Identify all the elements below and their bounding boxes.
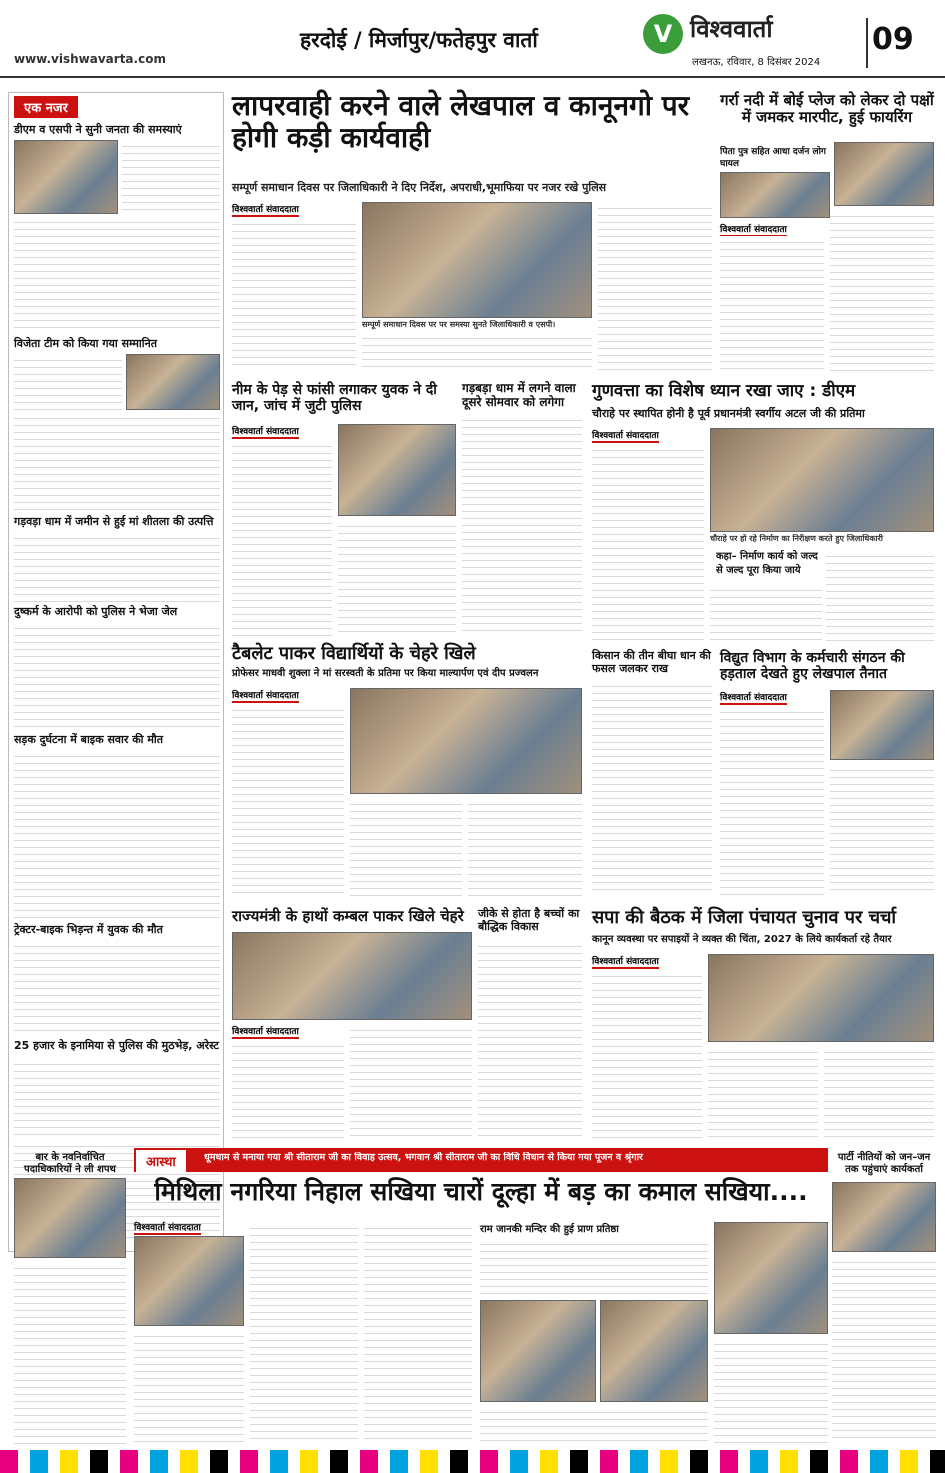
byline: विश्ववार्ता संवाददाता bbox=[592, 954, 659, 969]
story-text bbox=[350, 1024, 472, 1138]
story-text bbox=[14, 750, 220, 920]
story-text bbox=[14, 354, 122, 410]
story-text bbox=[830, 210, 934, 374]
story-text bbox=[14, 622, 220, 730]
story-text bbox=[14, 1058, 220, 1138]
story-text bbox=[250, 1222, 358, 1444]
photo-caption: सम्पूर्ण समाधान दिवस पर पर समस्या सुनते जिलाधिकारी व एसपी। bbox=[362, 320, 556, 329]
story-photo bbox=[834, 142, 934, 206]
story-subhead: प्रोफेसर माधवी शुक्ला ने मां सरस्वती के प्रतिमा पर किया माल्यार्पण एवं दीप प्रज्वलन bbox=[232, 668, 539, 679]
byline: विश्ववार्ता संवाददाता bbox=[232, 202, 299, 217]
story-subhead: चौराहे पर स्थापित होनी है पूर्व प्रधानमंत्री स्वर्गीय अटल जी की प्रतिमा bbox=[592, 407, 865, 420]
story-headline: राज्यमंत्री के हाथों कम्बल पाकर खिले चेहरे bbox=[232, 907, 464, 925]
story-text bbox=[830, 764, 934, 896]
story-headline: डीएम व एसपी ने सुनी जनता की समस्याएं bbox=[14, 123, 182, 136]
story-text bbox=[592, 444, 704, 644]
story-text bbox=[708, 1046, 818, 1138]
story-text bbox=[362, 332, 592, 370]
big-headline: मिथिला नगरिया निहाल सखिया चारों दूल्हा में बड़ का कमाल सखिया.... bbox=[154, 1177, 808, 1206]
divider bbox=[866, 18, 868, 68]
story-headline: गड़बड़ा धाम में लगने वाला दूसरे सोमवार को लगेगा bbox=[462, 381, 576, 409]
story-headline: ट्रेक्टर-बाइक भिड़न्त में युवक की मौत bbox=[14, 923, 163, 936]
brand-logo-icon: V bbox=[643, 14, 683, 54]
story-text bbox=[14, 412, 220, 512]
story-photo bbox=[714, 1222, 828, 1334]
masthead bbox=[0, 0, 945, 78]
aastha-tag: आस्था bbox=[136, 1150, 186, 1172]
story-subhead: कानून व्यवस्था पर सपाइयों ने व्यक्त की चिंता, 2027 के लिये कार्यकर्ता रहे तैयार bbox=[592, 934, 892, 945]
website-url[interactable]: www.vishwavarta.com bbox=[14, 52, 166, 66]
strip-text: धूमधाम से मनाया गया श्री सीताराम जी का विवाह उत्सव, भगवान श्री सीताराम जी का विधि विधान से किया गया पूजन व श्रृंगार bbox=[204, 1152, 643, 1163]
story-photo bbox=[832, 1182, 936, 1252]
story-headline: सपा की बैठक में जिला पंचायत चुनाव पर चर्चा bbox=[592, 907, 897, 928]
section-title: हरदोई / मिर्जापुर/फतेहपुर वार्ता bbox=[300, 28, 538, 52]
story-text bbox=[592, 970, 702, 1138]
story-text bbox=[364, 1222, 472, 1444]
byline: विश्ववार्ता संवाददाता bbox=[720, 222, 787, 237]
story-headline: गड़वड़ा धाम में जमीन से हुई मां शीतला की उत्पत्ति bbox=[14, 515, 214, 528]
pull-quote: कहा– निर्माण कार्य को जल्द से जल्द पूरा किया जाये bbox=[716, 551, 818, 576]
story-headline: विजेता टीम को किया गया सम्मानित bbox=[14, 337, 157, 350]
byline: विश्ववार्ता संवाददाता bbox=[232, 424, 299, 439]
story-text bbox=[232, 218, 356, 370]
story-text bbox=[480, 1238, 708, 1296]
story-photo bbox=[134, 1236, 244, 1326]
story-text bbox=[14, 1262, 126, 1444]
byline: विश्ववार्ता संवाददाता bbox=[232, 688, 299, 703]
story-text bbox=[480, 1406, 708, 1444]
story-text bbox=[134, 1330, 244, 1444]
story-photo bbox=[126, 354, 220, 410]
story-text bbox=[462, 414, 582, 636]
story-headline: किसान की तीन बीघा धान की फसल जलकर राख bbox=[592, 649, 711, 675]
story-headline: गुणवत्ता का विशेष ध्यान रखा जाए : डीएम bbox=[592, 381, 856, 401]
story-text bbox=[710, 584, 822, 644]
page-number: 09 bbox=[872, 22, 914, 57]
story-headline: राम जानकी मन्दिर की हुई प्राण प्रतिष्ठा bbox=[480, 1224, 619, 1235]
story-photo bbox=[708, 954, 934, 1042]
main-subhead: सम्पूर्ण समाधान दिवस पर जिलाधिकारी ने दिए निर्देश, अपराधी,भूमाफिया पर नजर रखे पुलिस bbox=[232, 181, 607, 194]
story-headline: सड़क दुर्घटना में बाइक सवार की मौत bbox=[14, 733, 164, 746]
story-headline: टैबलेट पाकर विद्यार्थियों के चेहरे खिले bbox=[232, 643, 476, 664]
dateline: लखनऊ, रविवार, 8 दिसंबर 2024 bbox=[692, 57, 821, 68]
story-text bbox=[832, 1256, 936, 1444]
story-headline: गर्रा नदी में बोई प्लेज को लेकर दो पक्षों में जमकर मारपीट, हुई फायरिंग bbox=[720, 91, 934, 127]
story-photo bbox=[232, 932, 472, 1020]
byline: विश्ववार्ता संवाददाता bbox=[592, 428, 659, 443]
story-headline: जीके से होता है बच्चों का बौद्धिक विकास bbox=[478, 907, 580, 933]
story-headline: नीम के पेड़ से फांसी लगाकर युवक ने दी जान, जांच में जुटी पुलिस bbox=[232, 382, 437, 415]
main-photo bbox=[362, 202, 592, 318]
story-text bbox=[232, 1040, 344, 1138]
story-headline: पार्टी नीतियों को जन–जन तक पहुंचाएं कार्यकर्ता bbox=[837, 1152, 931, 1175]
story-photo bbox=[480, 1300, 596, 1402]
byline: विश्ववार्ता संवाददाता bbox=[232, 1024, 299, 1039]
brand-name: विश्ववार्ता bbox=[690, 15, 773, 43]
story-headline: दुष्कर्म के आरोपी को पुलिस ने भेजा जेल bbox=[14, 605, 178, 618]
story-text bbox=[14, 532, 220, 602]
story-photo bbox=[710, 428, 934, 532]
story-text bbox=[720, 236, 824, 374]
story-text bbox=[598, 202, 712, 370]
story-headline: 25 हजार के इनामिया से पुलिस की मुठभेड़, अरेस्ट bbox=[14, 1039, 219, 1052]
story-text bbox=[350, 798, 462, 896]
story-text bbox=[592, 680, 712, 896]
story-text bbox=[478, 940, 582, 1138]
story-headline: बार के नवनिर्वाचित पदाधिकारियों ने ली शपथ bbox=[24, 1152, 116, 1175]
story-photo bbox=[720, 172, 830, 218]
story-text bbox=[826, 550, 934, 644]
story-text bbox=[824, 1046, 934, 1138]
story-text bbox=[14, 940, 220, 1036]
story-text bbox=[232, 704, 344, 896]
color-registration-bar bbox=[0, 1450, 945, 1473]
story-photo bbox=[830, 690, 934, 760]
story-photo bbox=[600, 1300, 708, 1402]
story-photo bbox=[14, 140, 118, 214]
story-photo bbox=[350, 688, 582, 794]
photo-caption: चौराहे पर हो रहे निर्माण का निरीक्षण करते हुए जिलाधिकारी bbox=[710, 534, 883, 543]
story-headline: विद्युत विभाग के कर्मचारी संगठन की हड़ताल देखते हुए लेखपाल तैनात bbox=[720, 650, 905, 683]
story-text bbox=[122, 140, 220, 214]
story-text bbox=[714, 1338, 828, 1444]
story-text bbox=[14, 216, 220, 334]
byline: विश्ववार्ता संवाददाता bbox=[134, 1220, 201, 1235]
main-headline: लापरवाही करने वाले लेखपाल व कानूनगो पर होगी कड़ी कार्यवाही bbox=[232, 89, 690, 155]
ek-nazar-tag: एक नजर bbox=[14, 96, 78, 118]
story-text bbox=[720, 706, 824, 896]
story-text bbox=[338, 520, 456, 636]
story-photo bbox=[14, 1178, 126, 1258]
story-photo bbox=[338, 424, 456, 516]
story-text bbox=[232, 440, 332, 636]
story-text bbox=[468, 798, 582, 896]
byline: विश्ववार्ता संवाददाता bbox=[720, 690, 787, 705]
story-subhead: पिता पुत्र सहित आधा दर्जन लोग घायल bbox=[720, 147, 826, 170]
